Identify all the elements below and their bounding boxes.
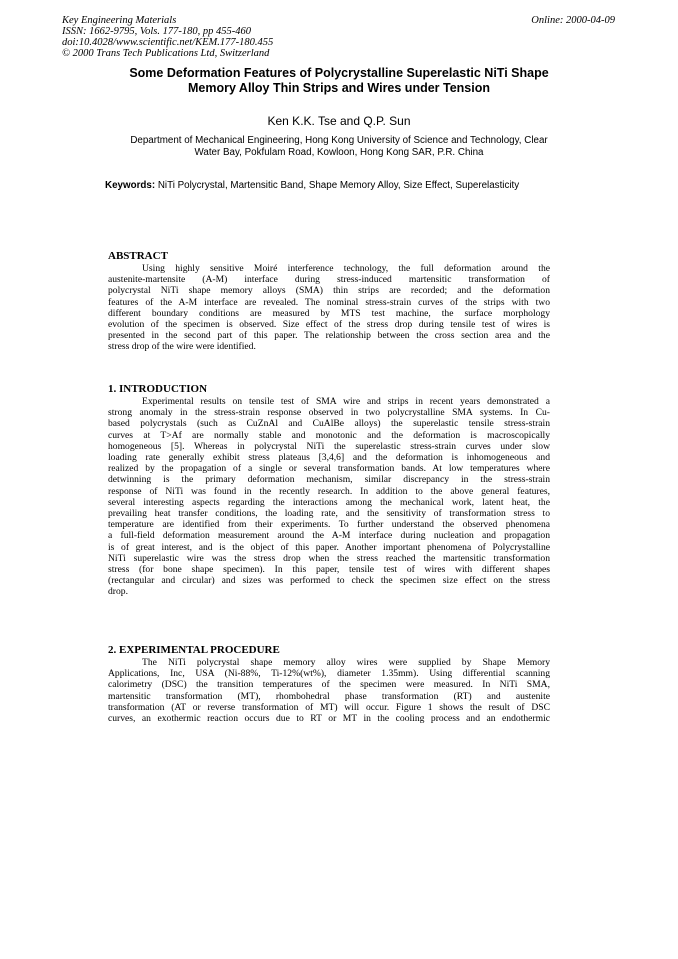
abstract-heading: ABSTRACT <box>108 250 168 262</box>
abstract-line: stress drop of the wire were identified. <box>108 341 256 353</box>
abstract-body <box>108 263 550 353</box>
introduction-line: temperature are identified from their experiments. To further understand the observed phenomena <box>108 519 550 531</box>
introduction-line: Experimental results on tensile test of SMA wire and strips in recent years demonstrated a <box>142 396 550 407</box>
keywords-text: NiTi Polycrystal, Martensitic Band, Shape Memory Alloy, Size Effect, Superelasticity <box>157 180 520 191</box>
introduction-line: loading rate generally exhibit stress plateaus [3,4,6] and the deformation is inhomogeneous and <box>108 452 550 464</box>
experimental-line: The NiTi polycrystal shape memory alloy wires were supplied by Shape Memory <box>142 657 550 668</box>
abstract-line: polycrystal NiTi shape memory alloys (SMA) thin strips are recorded; and the deformation <box>108 285 550 297</box>
journal-doi <box>62 37 362 48</box>
introduction-heading: 1. INTRODUCTION <box>108 383 208 395</box>
keywords <box>105 180 605 192</box>
paper-title-line-1: Some Deformation Features of Polycrystalline Superelastic NiTi Shape <box>129 66 549 80</box>
journal-issn: ISSN: 1662-9795, Vols. 177-180, pp 455-460 <box>62 26 251 37</box>
experimental-line: calorimetry (DSC) the transition temperatures of the specimen were measured. In NiTi SMA, <box>108 679 550 691</box>
affiliation-line-2: Water Bay, Pokfulam Road, Kowloon, Hong Kong SAR, P.R. China <box>194 147 484 158</box>
journal-doi-link[interactable]: doi:10.4028/www.scientific.net/KEM.177-180.455 <box>62 37 274 48</box>
introduction-line: response of NiTi was found in the recently research. In addition to the above general features, <box>108 485 550 497</box>
introduction-line: (rectangular and circular) and sizes was performed to check the specimen size effect on the stress <box>108 575 550 587</box>
introduction-line: curves at T>Af are normally stable and monotonic and the deformation is macroscopically <box>108 429 550 441</box>
introduction-body <box>108 396 550 598</box>
abstract-line: presented in the second part of this paper. The relationship between the cross section area and the <box>108 330 550 342</box>
introduction-line: is of great interest, and is the object of this paper. Another important phenomena of Polycrystalline <box>108 541 550 553</box>
paper-authors: Ken K.K. Tse and Q.P. Sun <box>267 114 411 128</box>
introduction-line: based polycrystals (such as CuZnAl and CuAlBe alloys) the superelastic tensile stress-strain <box>108 418 550 430</box>
introduction-line: prevailing heat transfer conditions, the loading rate, and the sensitivity of transformation stress to <box>108 508 550 520</box>
experimental-line: Applications, Inc, USA (Ni-88%, Ti-12%(wt%), diameter 1.35mm). Using differential scanning <box>108 668 550 680</box>
abstract-line: different boundary conditions are measured by MTS test machine, the surface morphology <box>108 307 550 319</box>
introduction-line: stress (for bone shape specimen). In this paper, tensile test of wires with different shapes <box>108 564 550 576</box>
experimental-line: transformation (AT or reverse transformation of MT) will occur. Figure 1 shows the result of DSC <box>108 701 550 713</box>
experimental-heading: 2. EXPERIMENTAL PROCEDURE <box>108 644 280 656</box>
abstract-line: features of the A-M interface are revealed. The nominal stress-strain curves of the strips with two <box>108 296 550 308</box>
author-affiliation <box>100 135 578 159</box>
journal-copyright: © 2000 Trans Tech Publications Ltd, Switzerland <box>62 48 270 59</box>
experimental-line: martensitic transformation (MT), rhombohedral phase transformation (RT) and austenite <box>108 690 550 702</box>
introduction-line: homogeneous [5]. Whereas in polycrystal NiTi the superelastic stress-strain curves under slow <box>108 440 550 452</box>
journal-name: Key Engineering Materials <box>62 15 177 26</box>
experimental-line: curves, an exothermic reaction occurs due to RT or MT in the cooling process and an endothermic <box>108 713 550 725</box>
abstract-line: austenite-martensite (A-M) interface during stress-induced martensitic transformation of <box>108 274 550 286</box>
online-date: Online: 2000-04-09 <box>531 15 615 26</box>
introduction-line: detwinning is the primary deformation mechanism, similar discrepancy in the stress-strain <box>108 474 550 486</box>
paper-title <box>60 66 618 96</box>
abstract-line: evolution of the specimen is observed. Size effect of the stress drop during tensile test of wires is <box>108 319 550 331</box>
introduction-line: NiTi superelastic wire was the stress drop when the stress reached the martensitic transformation <box>108 552 550 564</box>
introduction-line: realized by the propagation of a single or several transformation bands. At low temperatures where <box>108 463 550 475</box>
affiliation-line-1: Department of Mechanical Engineering, Hong Kong University of Science and Technology, Clear <box>130 135 548 146</box>
experimental-body <box>108 657 550 724</box>
introduction-line: a full-field deformation measurement around the A-M interface during nucleation and propagation <box>108 530 550 542</box>
introduction-line: several interesting aspects regarding the interactions among the mechanical work, latent heat, the <box>108 496 550 508</box>
journal-info <box>62 15 362 59</box>
abstract-line: Using highly sensitive Moiré interference technology, the full deformation around the <box>142 263 550 274</box>
introduction-line: strong anomaly in the stress-strain response observed in two polycrystalline SMA systems. In Cu- <box>108 407 550 419</box>
keywords-label: Keywords: <box>105 180 156 191</box>
introduction-line: drop. <box>108 586 128 598</box>
paper-title-line-2: Memory Alloy Thin Strips and Wires under Tension <box>187 81 490 95</box>
